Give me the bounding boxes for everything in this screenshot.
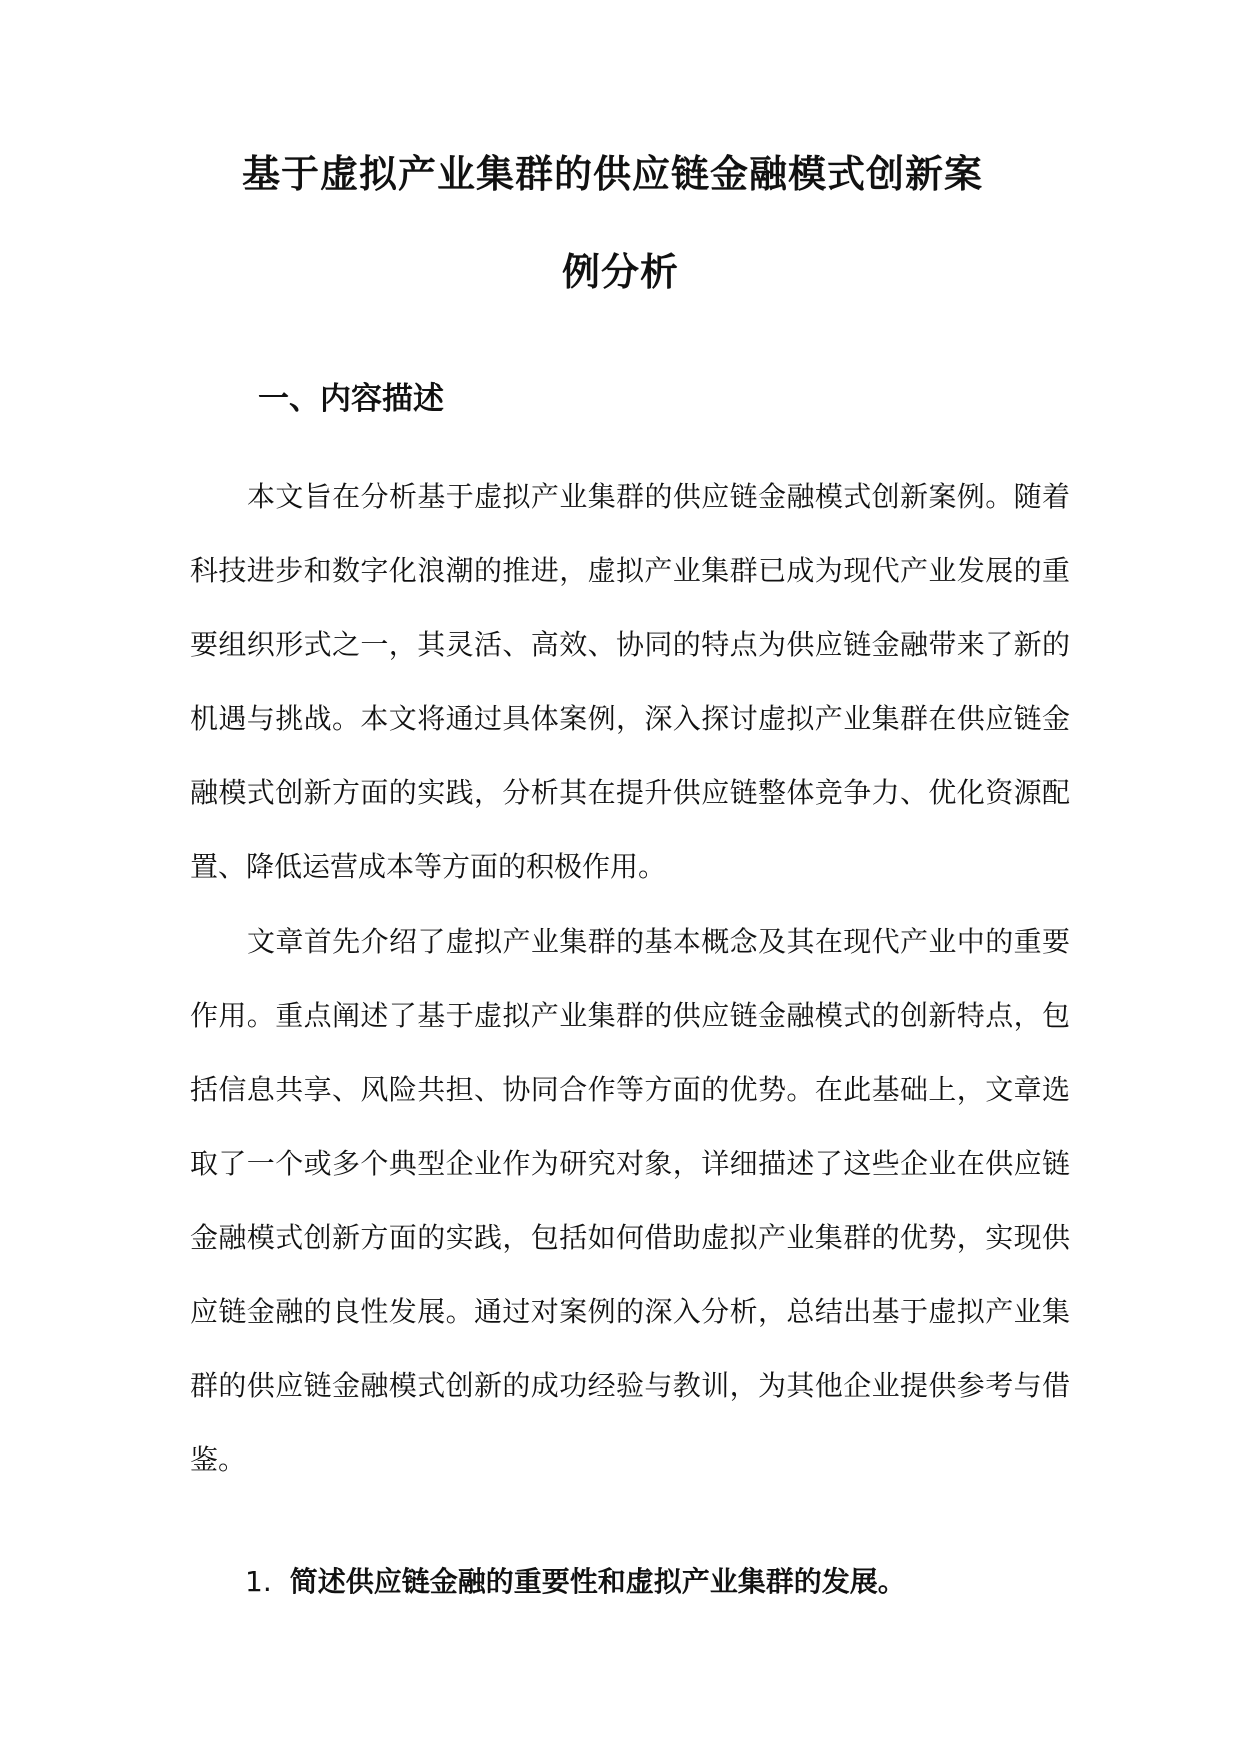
- subsection-heading: [245, 1562, 906, 1602]
- subsection-number: 1.: [245, 1565, 272, 1598]
- document-title-line-1: 基于虚拟产业集群的供应链金融模式创新案: [241, 152, 983, 196]
- paragraph-2: 文章首先介绍了虚拟产业集群的基本概念及其在现代产业中的重要作用。重点阐述了基于虚拟产业集群的供应链金融模式的创新特点，包括信息共享、风险共担、协同合作等方面的优势。在此基础上，文章选取了一个或多个典型企业作为研究对象，详细描述了这些企业在供应链金融模式创新方面的实践，包括如何借助虚拟产业集群的优势，实现供应链金融的良性发展。通过对案例的深入分析，总结出基于虚拟产业集群的供应链金融模式创新的成功经验与教训，为其他企业提供参考与借鉴。: [190, 925, 1070, 1476]
- paragraph-1: 本文旨在分析基于虚拟产业集群的供应链金融模式创新案例。随着科技进步和数字化浪潮的推进，虚拟产业集群已成为现代产业发展的重要组织形式之一，其灵活、高效、协同的特点为供应链金融带来了新的机遇与挑战。本文将通过具体案例，深入探讨虚拟产业集群在供应链金融模式创新方面的实践，分析其在提升供应链整体竞争力、优化资源配置、降低运营成本等方面的积极作用。: [190, 480, 1070, 883]
- subsection-heading-text: 简述供应链金融的重要性和虚拟产业集群的发展。: [289, 1565, 906, 1598]
- section-heading: 一、内容描述: [258, 381, 444, 417]
- document-title-line-2: 例分析: [561, 250, 679, 294]
